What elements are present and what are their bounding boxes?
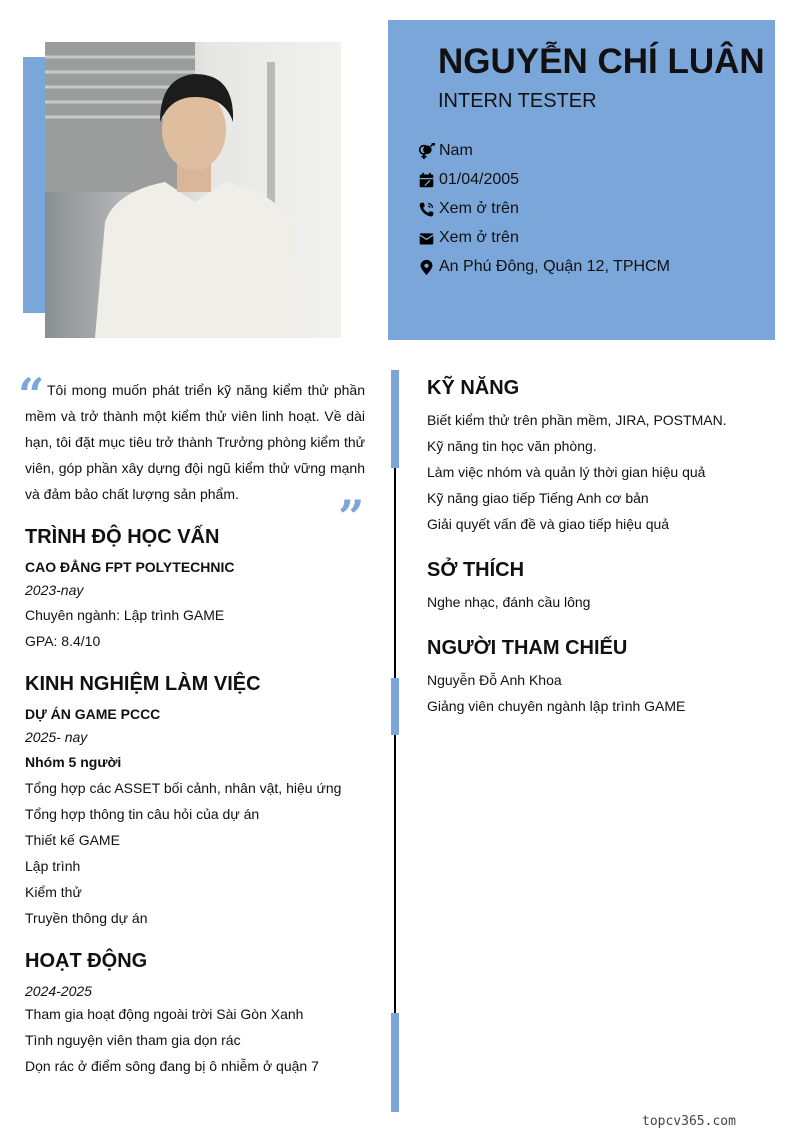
contact-text: Xem ở trên <box>439 229 519 246</box>
skill-item: Biết kiểm thử trên phần mềm, JIRA, POSTMAN. <box>427 412 727 428</box>
header-panel <box>388 20 775 340</box>
contact-phone <box>418 196 519 222</box>
job-title: INTERN TESTER <box>438 90 597 112</box>
education-school: CAO ĐẲNG FPT POLYTECHNIC <box>25 559 235 575</box>
contact-text: An Phú Đông, Quận 12, TPHCM <box>439 258 670 275</box>
education-gpa: GPA: 8.4/10 <box>25 633 101 649</box>
experience-task: Tổng hợp các ASSET bối cảnh, nhân vật, hiệu ứng <box>25 780 342 796</box>
experience-task: Truyền thông dự án <box>25 910 148 926</box>
open-quote-icon: “ <box>18 368 45 422</box>
experience-project: DỰ ÁN GAME PCCC <box>25 706 161 722</box>
candidate-name: NGUYỄN CHÍ LUÂN <box>438 42 765 81</box>
activities-period: 2024-2025 <box>25 983 92 999</box>
skill-item: Giải quyết vấn đề và giao tiếp hiệu quả <box>427 516 670 532</box>
hobby-item: Nghe nhạc, đánh cầu lông <box>427 594 591 610</box>
career-objective <box>25 377 365 507</box>
phone-icon <box>418 201 435 218</box>
activity-item: Tham gia hoạt động ngoài trời Sài Gòn Xanh <box>25 1006 304 1022</box>
experience-task: Tổng hợp thông tin câu hỏi của dự án <box>25 806 260 822</box>
column-divider <box>394 370 396 1112</box>
reference-item: Nguyễn Đỗ Anh Khoa <box>427 672 562 688</box>
location-icon <box>418 259 435 276</box>
gender-icon <box>418 143 435 160</box>
contact-address <box>418 254 670 280</box>
contact-text: 01/04/2005 <box>439 171 520 188</box>
objective-text: Tôi mong muốn phát triển kỹ năng kiểm thử phần mềm và trở thành một kiểm thử viên linh hoạt. Về dài hạn, tôi đặt mục tiêu trở thành Trưởng phòng kiểm thử viên, góp phần xây dựng đội ngũ kiểm thử vững mạnh và đảm bảo chất lượng sản phẩm. <box>25 382 365 502</box>
contact-text: Nam <box>439 142 473 159</box>
experience-task: Thiết kế GAME <box>25 832 120 848</box>
email-icon <box>418 230 435 247</box>
references-heading: NGƯỜI THAM CHIẾU <box>427 637 628 659</box>
experience-period: 2025- nay <box>25 729 88 745</box>
skill-item: Kỹ năng giao tiếp Tiếng Anh cơ bản <box>427 490 649 506</box>
experience-heading: KINH NGHIỆM LÀM VIỆC <box>25 673 261 695</box>
reference-item: Giảng viên chuyên ngành lập trình GAME <box>427 698 686 714</box>
footer-watermark: topcv365.com <box>642 1114 736 1129</box>
contact-gender <box>418 138 473 164</box>
divider-accent <box>391 678 399 735</box>
divider-accent <box>391 370 399 468</box>
skills-heading: KỸ NĂNG <box>427 377 520 399</box>
activities-heading: HOẠT ĐỘNG <box>25 950 148 972</box>
education-period: 2023-nay <box>25 582 84 598</box>
profile-photo <box>45 42 341 338</box>
experience-task: Kiểm thử <box>25 884 82 900</box>
contact-birthday <box>418 167 519 193</box>
activity-item: Tình nguyện viên tham gia dọn rác <box>25 1032 241 1048</box>
education-heading: TRÌNH ĐỘ HỌC VẤN <box>25 526 220 548</box>
hobbies-heading: SỞ THÍCH <box>427 559 525 581</box>
education-major: Chuyên ngành: Lập trình GAME <box>25 607 225 623</box>
skill-item: Kỹ năng tin học văn phòng. <box>427 438 597 454</box>
skill-item: Làm việc nhóm và quản lý thời gian hiệu quả <box>427 464 706 480</box>
contact-text: Xem ở trên <box>439 200 519 217</box>
calendar-icon <box>418 172 435 189</box>
experience-team: Nhóm 5 người <box>25 754 122 770</box>
divider-accent <box>391 1013 399 1112</box>
contact-email <box>418 225 519 251</box>
activity-item: Dọn rác ở điểm sông đang bị ô nhiễm ở quận 7 <box>25 1058 319 1074</box>
close-quote-icon: ” <box>338 490 365 544</box>
experience-task: Lập trình <box>25 858 81 874</box>
